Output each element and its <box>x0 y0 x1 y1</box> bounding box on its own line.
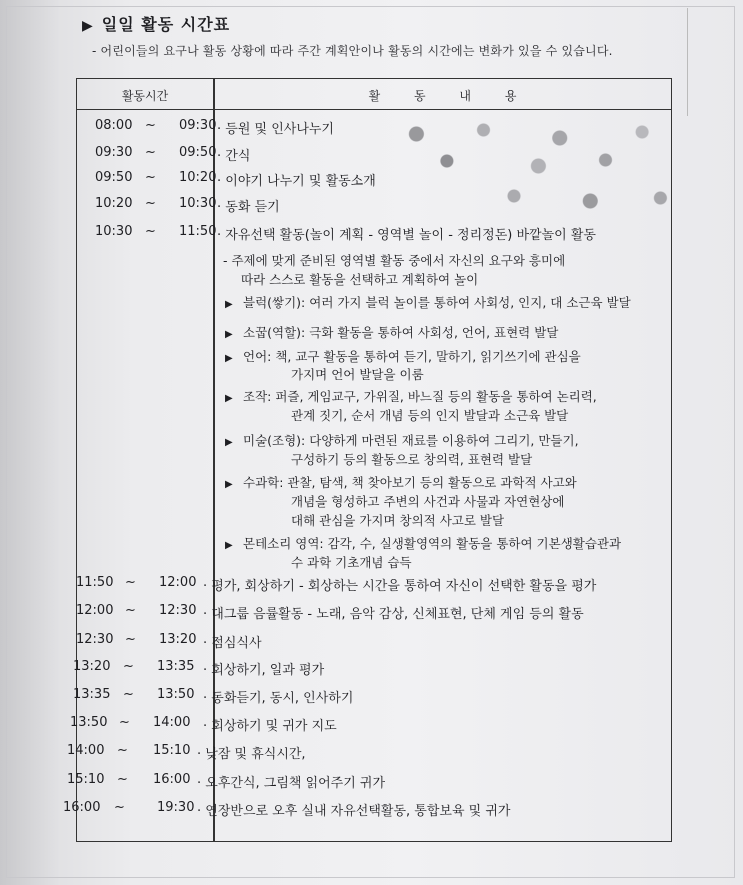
area-item-text: 몬테소리 영역: 감각, 수, 실생활영역의 활동을 통하여 기본생활습관과 <box>243 536 622 551</box>
activity-text: · 간식 <box>217 149 251 164</box>
table-header <box>77 79 671 110</box>
end-time: 09:30 <box>179 118 217 133</box>
free-play-intro-line: 따라 스스로 활동을 선택하고 계획하여 놀이 <box>241 272 479 287</box>
time-separator: ~ <box>117 772 128 787</box>
table-row <box>70 715 671 735</box>
triangle-bullet-icon: ▶ <box>225 540 233 551</box>
area-item-text: 소꿉(역할): 극화 활동을 통하여 사회성, 언어, 표현력 발달 <box>243 325 559 340</box>
start-time: 10:20 <box>95 196 133 211</box>
activity-text: · 점심식사 <box>203 636 262 651</box>
area-item <box>225 323 558 341</box>
triangle-bullet-icon: ▶ <box>225 479 233 490</box>
end-time: 13:35 <box>157 659 195 674</box>
activity-text: · 회상하기 및 귀가 지도 <box>203 719 337 734</box>
redacted-area <box>392 116 697 216</box>
time-separator: ~ <box>119 715 130 730</box>
activity-text: · 등원 및 인사나누기 <box>217 122 334 137</box>
activity-text: · 낮잠 및 휴식시간, <box>197 747 306 762</box>
activity-text: · 동화 듣기 <box>217 200 280 215</box>
time-separator: ~ <box>123 687 134 702</box>
table-row <box>73 659 671 679</box>
start-time: 13:20 <box>73 659 111 674</box>
area-item <box>225 293 631 311</box>
table-row <box>67 772 671 792</box>
activity-text: · 이야기 나누기 및 활동소개 <box>217 174 376 189</box>
area-item-text: 언어: 책, 교구 활동을 통하여 듣기, 말하기, 읽기쓰기에 관심을 <box>243 349 581 364</box>
triangle-bullet-icon: ▶ <box>225 393 233 404</box>
end-time: 16:00 <box>153 772 191 787</box>
table-row <box>73 687 671 707</box>
activity-text: · 대그룹 음률활동 - 노래, 음악 감상, 신체표현, 단체 게임 등의 활동 <box>203 607 584 622</box>
end-time: 14:00 <box>153 715 191 730</box>
time-separator: ~ <box>125 632 136 647</box>
start-time: 09:50 <box>95 170 133 185</box>
end-time: 15:10 <box>153 743 191 758</box>
area-item <box>225 534 621 552</box>
start-time: 10:30 <box>95 224 133 239</box>
end-time: 19:30 <box>157 800 195 815</box>
table-row <box>77 224 671 244</box>
time-separator: ~ <box>125 575 136 590</box>
start-time: 12:00 <box>76 603 114 618</box>
triangle-bullet-icon: ▶ <box>225 437 233 448</box>
end-time: 09:50 <box>179 145 217 160</box>
free-play-intro-line: - 주제에 맞게 준비된 영역별 활동 중에서 자신의 요구와 흥미에 <box>223 253 566 268</box>
area-item <box>225 387 597 405</box>
time-separator: ~ <box>123 659 134 674</box>
activity-text: · 동화듣기, 동시, 인사하기 <box>203 691 354 706</box>
page-title <box>82 12 230 35</box>
end-time: 12:30 <box>159 603 197 618</box>
header-time: 활동시간 <box>121 89 169 103</box>
time-separator: ~ <box>125 603 136 618</box>
table-row <box>77 603 671 623</box>
header-content: 활 동 내 용 <box>368 89 517 103</box>
time-separator: ~ <box>145 170 156 185</box>
activity-text: · 자유선택 활동(놀이 계획 - 영역별 놀이 - 정리정돈) 바깥놀이 활동 <box>217 228 596 243</box>
area-item-continuation: 구성하기 등의 활동으로 창의력, 표현력 발달 <box>291 452 533 467</box>
activity-text: · 평가, 회상하기 - 회상하는 시간을 통하여 자신이 선택한 활동을 평가 <box>203 579 597 594</box>
area-item-continuation: 수 과학 기초개념 습득 <box>291 555 412 570</box>
start-time: 09:30 <box>95 145 133 160</box>
end-time: 13:50 <box>157 687 195 702</box>
schedule-note: - 어린이들의 요구나 활동 상황에 따라 주간 계획안이나 활동의 시간에는 변화가 있을 수 있습니다. <box>92 44 613 58</box>
area-item-continuation: 대해 관심을 가지며 창의적 사고로 발달 <box>291 513 505 528</box>
time-separator: ~ <box>145 224 156 239</box>
activity-text: · 오후간식, 그림책 읽어주기 귀가 <box>197 776 386 791</box>
end-time: 11:50 <box>179 224 217 239</box>
margin-rule <box>687 8 688 116</box>
area-item-text: 블럭(쌓기): 여러 가지 블럭 놀이를 통하여 사회성, 인지, 대 소근육 발달 <box>243 295 631 310</box>
end-time: 12:00 <box>159 575 197 590</box>
end-time: 10:30 <box>179 196 217 211</box>
table-row <box>77 575 671 595</box>
start-time: 16:00 <box>63 800 101 815</box>
start-time: 13:35 <box>73 687 111 702</box>
area-item <box>225 431 579 449</box>
page-title-text: 일일 활동 시간표 <box>101 15 231 34</box>
area-item-continuation: 개념을 형성하고 주변의 사건과 사물과 자연현상에 <box>291 494 565 509</box>
start-time: 11:50 <box>76 575 114 590</box>
start-time: 14:00 <box>67 743 105 758</box>
area-item <box>225 347 581 365</box>
end-time: 13:20 <box>159 632 197 647</box>
area-item <box>225 473 577 491</box>
time-separator: ~ <box>114 800 125 815</box>
triangle-bullet-icon: ▶ <box>225 299 233 310</box>
triangle-bullet-icon: ▶ <box>225 329 233 340</box>
start-time: 15:10 <box>67 772 105 787</box>
area-item-text: 수과학: 관찰, 탐색, 책 찾아보기 등의 활동으로 과학적 사고와 <box>243 475 577 490</box>
start-time: 08:00 <box>95 118 133 133</box>
area-item-continuation: 관계 짓기, 순서 개념 등의 인지 발달과 소근육 발달 <box>291 408 569 423</box>
table-row <box>67 743 671 763</box>
time-separator: ~ <box>145 196 156 211</box>
start-time: 12:30 <box>76 632 114 647</box>
time-separator: ~ <box>145 118 156 133</box>
time-separator: ~ <box>145 145 156 160</box>
activity-text: · 회상하기, 일과 평가 <box>203 663 325 678</box>
table-row <box>63 800 671 820</box>
end-time: 10:20 <box>179 170 217 185</box>
table-row <box>77 632 671 652</box>
start-time: 13:50 <box>70 715 108 730</box>
area-item-continuation: 가지며 언어 발달을 이룸 <box>291 367 424 382</box>
triangle-bullet-icon: ▶ <box>225 353 233 364</box>
triangle-bullet-icon: ▶ <box>82 18 94 34</box>
activity-text: · 연장반으로 오후 실내 자유선택활동, 통합보육 및 귀가 <box>197 804 511 819</box>
time-separator: ~ <box>117 743 128 758</box>
area-item-text: 미술(조형): 다양하게 마련된 재료를 이용하여 그리기, 만들기, <box>243 433 579 448</box>
area-item-text: 조작: 퍼즐, 게임교구, 가위질, 바느질 등의 활동을 통하여 논리력, <box>243 389 597 404</box>
